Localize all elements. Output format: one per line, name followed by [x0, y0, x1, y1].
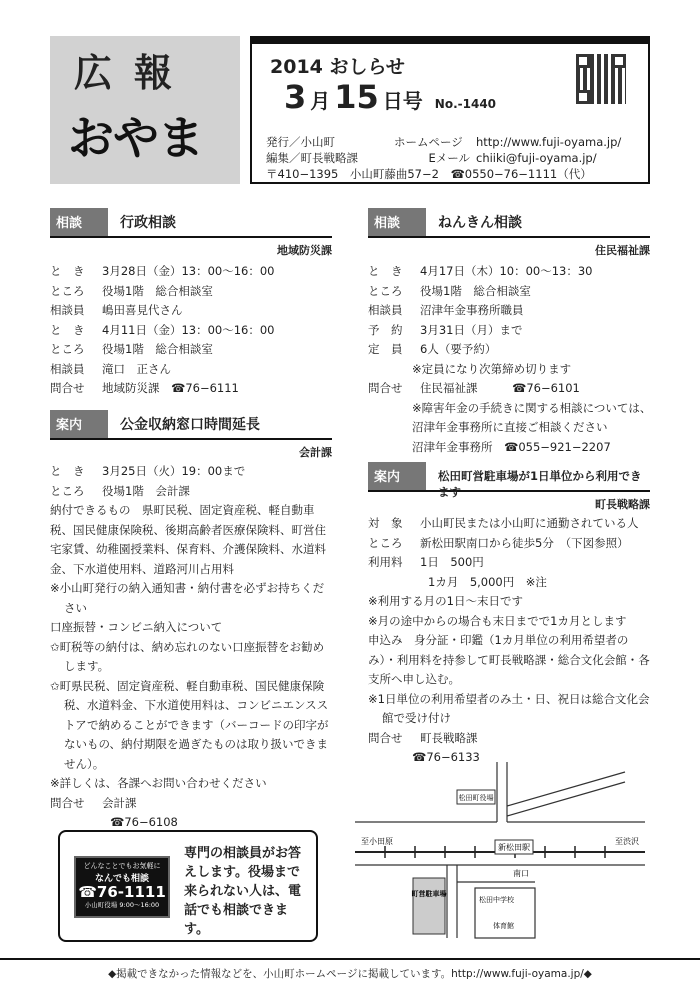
row-value: 4月11日（金）13：00〜16：00	[102, 322, 275, 337]
row-value: 役場1階 総合相談室	[102, 283, 213, 298]
section-title: 松田町営駐車場が1日単位から利用できます	[438, 469, 642, 499]
section-head	[368, 208, 650, 238]
row-key: 定 員	[368, 342, 403, 356]
row-value: 4月17日（木）10：00〜13：30	[420, 264, 593, 278]
gym-label: 体育館	[493, 922, 514, 930]
row-key: ところ	[50, 342, 85, 356]
editor-line	[266, 150, 597, 166]
row-place	[368, 534, 650, 554]
note-text: 沼津年金事務所に直接ご相談ください	[412, 420, 608, 434]
parking-block	[413, 878, 445, 934]
row-value: 役場1階 総合相談室	[420, 283, 531, 298]
issue-header	[250, 36, 650, 184]
row-key: 相談員	[368, 303, 403, 317]
issue-month: 3	[284, 78, 307, 116]
row-key: 相談員	[50, 303, 85, 317]
section-rows	[368, 262, 650, 360]
section-dept: 町長戦略課	[595, 498, 650, 511]
note-office-tel	[368, 438, 650, 458]
right-station-label: 至渋沢	[615, 837, 639, 846]
row-value: 滝口 正さん	[102, 361, 171, 376]
note-capacity	[368, 360, 650, 380]
email-label: Eメール	[428, 151, 470, 165]
sign-phone: ☎76-1111	[78, 883, 166, 901]
row-contact	[368, 379, 650, 399]
payable-items: 納付できるもの 県町民税、固定資産税、軽自動車税、国民健康保険税、後期高齢者医療保険料、町営住宅家賃、幼稚園授業料、保育料、介護保険料、水道料金、下水道使用料、道路河川占用料	[50, 503, 326, 576]
row-key: 問合せ	[50, 795, 85, 810]
publisher: 発行／小山町	[266, 135, 335, 149]
row-key: 問合せ	[50, 381, 85, 395]
logo-line1: 広報	[74, 50, 195, 95]
row-key: 利用料	[368, 555, 403, 569]
info-row	[50, 340, 332, 360]
row-key: 予 約	[368, 322, 403, 337]
section-title: 公金収納窓口時間延長	[120, 417, 260, 433]
row-key: 問合せ	[368, 730, 403, 745]
section-rows	[50, 262, 332, 399]
logo-line2: おやま	[68, 111, 203, 165]
row-value: 3月31日（月）まで	[420, 322, 523, 337]
row-value: 3月28日（金）13：00〜16：00	[102, 264, 275, 278]
row-key: 対 象	[368, 516, 403, 530]
row-value: 役場1階 会計課	[102, 483, 190, 498]
section-title: ねんきん相談	[438, 215, 522, 231]
subheading-transfer: 口座振替・コンビニ納入について	[50, 620, 223, 634]
row-key: ところ	[368, 535, 403, 550]
row-contact	[50, 794, 332, 814]
row-value: 1日 500円	[420, 555, 484, 569]
sign-line1: どんなことでもお気軽に	[83, 862, 161, 870]
info-row	[50, 262, 332, 282]
section-administrative-consultation	[50, 208, 332, 399]
road-line	[507, 772, 625, 806]
row-key: 問合せ	[368, 381, 403, 395]
row-key: 相談員	[50, 361, 85, 376]
row-key: と き	[50, 464, 85, 478]
info-row	[50, 321, 332, 341]
note-convenience-store: ✩町県民税、固定資産税、軽自動車税、国民健康保険税、水道料金、下水道使用料は、コンビニエンスストアで納めることができます（バーコードの印字がないもの、納付期限を過ぎたものは取り扱いできません）。	[50, 678, 329, 771]
info-row	[368, 340, 650, 360]
row-value: 沼津年金事務所職員	[420, 303, 524, 317]
note-disability	[368, 399, 650, 419]
road-line	[507, 782, 625, 816]
row-value: 6人（要予約）	[420, 342, 497, 356]
school-label: 松田中学校	[479, 896, 514, 904]
masthead-logo	[50, 36, 240, 184]
issue-day-unit: 日号	[382, 89, 423, 113]
parking-label: 町営駐車場	[411, 890, 447, 898]
section-parking	[368, 462, 650, 768]
section-dept: 地域防災課	[277, 244, 332, 257]
section-dept: 住民福祉課	[595, 244, 650, 257]
info-row	[368, 262, 650, 282]
section-dept: 会計課	[299, 446, 332, 459]
row-date	[50, 462, 332, 482]
sign-line2: なんでも相談	[94, 874, 149, 884]
row-key: ところ	[50, 483, 85, 498]
consultation-box	[58, 830, 318, 942]
section-head	[50, 208, 332, 238]
row-value: 3月25日（火）19：00まで	[102, 464, 246, 478]
row-value: 小山町民または小山町に通勤されている人	[420, 516, 639, 530]
email-address[interactable]: chiiki@fuji-oyama.jp/	[476, 151, 597, 165]
section-pension-consultation	[368, 208, 650, 457]
note-inquire: ※詳しくは、各課へお問い合わせください	[50, 776, 267, 790]
footer-note: ◆掲載できなかった情報などを、小山町ホームページに掲載しています。http://www.fuji-oyama.jp/◆	[0, 958, 700, 981]
left-station-label: 至小田原	[361, 837, 393, 846]
note-daily: ※1日単位の利用希望者のみ土・日、祝日は総合文化会館で受け付け	[368, 691, 650, 725]
header-bar	[252, 38, 648, 44]
section-payment-window	[50, 410, 332, 833]
consultation-text: 専門の相談員がお答えします。役場まで来られない人は、電話でも相談できます。	[184, 846, 302, 937]
info-row	[50, 301, 332, 321]
row-fee-month	[368, 573, 650, 593]
row-value: 1カ月 5,000円 ※注	[428, 574, 547, 589]
row-target	[368, 514, 650, 534]
info-row	[368, 282, 650, 302]
row-value: 地域防災課 ☎76−6111	[102, 381, 239, 395]
row-key: ところ	[50, 283, 85, 298]
note-direct	[368, 418, 650, 438]
issue-number: No.-1440	[434, 97, 497, 111]
contact-phone: ☎76−6133	[412, 750, 480, 764]
info-row	[368, 321, 650, 341]
town-hall-label: 松田町役場	[458, 794, 494, 802]
row-key: と き	[368, 264, 403, 278]
homepage-label: ホームページ	[394, 135, 463, 149]
issue-month-unit: 月	[310, 89, 331, 113]
note-apply: 申込み 身分証・印鑑（1カ月単位の利用希望者のみ）・利用料を持参して町長戦略課・総合文化会館・各支所へ申し込む。	[368, 633, 650, 686]
row-fee	[368, 553, 650, 573]
note-mid-month: ※月の途中からの場合も末日までで1カ月とします	[368, 613, 627, 628]
note-text: 沼津年金事務所 ☎055−921−2207	[412, 439, 611, 454]
note-text: ※定員になり次第締め切ります	[412, 361, 572, 376]
publisher-line	[266, 134, 621, 150]
row-key: と き	[50, 264, 85, 278]
row-value: 町長戦略課	[420, 730, 478, 745]
qr-code-icon[interactable]	[576, 54, 626, 104]
consultation-sign	[74, 856, 170, 918]
issue-title: 2014 おしらせ	[270, 56, 405, 78]
south-exit-label: 南口	[513, 869, 529, 878]
section-tag: 相談	[368, 208, 426, 236]
sign-hours: 小山町役場 9:00〜16:00	[84, 901, 160, 909]
info-row	[50, 282, 332, 302]
section-head	[368, 462, 650, 499]
contact-phone: ☎76−6108	[110, 815, 178, 829]
row-key: と き	[50, 322, 85, 337]
section-tag: 相談	[50, 208, 108, 236]
address: 〒410−1395 小山町藤曲57−2	[266, 167, 439, 181]
parking-map	[355, 762, 655, 944]
section-tag: 案内	[50, 410, 108, 438]
info-row	[368, 301, 650, 321]
row-key: ところ	[368, 283, 403, 298]
note-bring-slip: ※小山町発行の納入通知書・納付書を必ずお持ちください	[50, 581, 325, 615]
row-value: 嶋田喜見代さん	[102, 303, 183, 317]
note-account-transfer: ✩町税等の納付は、納め忘れのない口座振替をお勧めします。	[50, 639, 325, 673]
section-tag: 案内	[368, 462, 426, 490]
note-text: ※障害年金の手続きに関する相談については、	[412, 400, 652, 415]
station-label: 新松田駅	[498, 843, 530, 852]
editor: 編集／町長戦略課	[266, 151, 358, 165]
address-line	[266, 166, 592, 182]
info-row	[50, 360, 332, 380]
row-place	[50, 482, 332, 502]
row-contact	[368, 729, 650, 749]
issue-day: 15	[334, 78, 379, 116]
main-phone: ☎0550−76−1111（代）	[450, 167, 592, 181]
issue-date	[284, 78, 496, 116]
section-head	[50, 410, 332, 440]
row-value: 新松田駅南口から徒歩5分 （下図参照）	[420, 535, 629, 550]
info-row	[50, 379, 332, 399]
homepage-url[interactable]: http://www.fuji-oyama.jp/	[476, 135, 622, 149]
section-title: 行政相談	[120, 215, 176, 231]
note-period: ※利用する月の1日〜末日です	[368, 594, 523, 608]
row-value: 会計課	[102, 795, 137, 810]
row-value: 住民福祉課 ☎76−6101	[420, 381, 580, 395]
row-value: 役場1階 総合相談室	[102, 342, 213, 356]
